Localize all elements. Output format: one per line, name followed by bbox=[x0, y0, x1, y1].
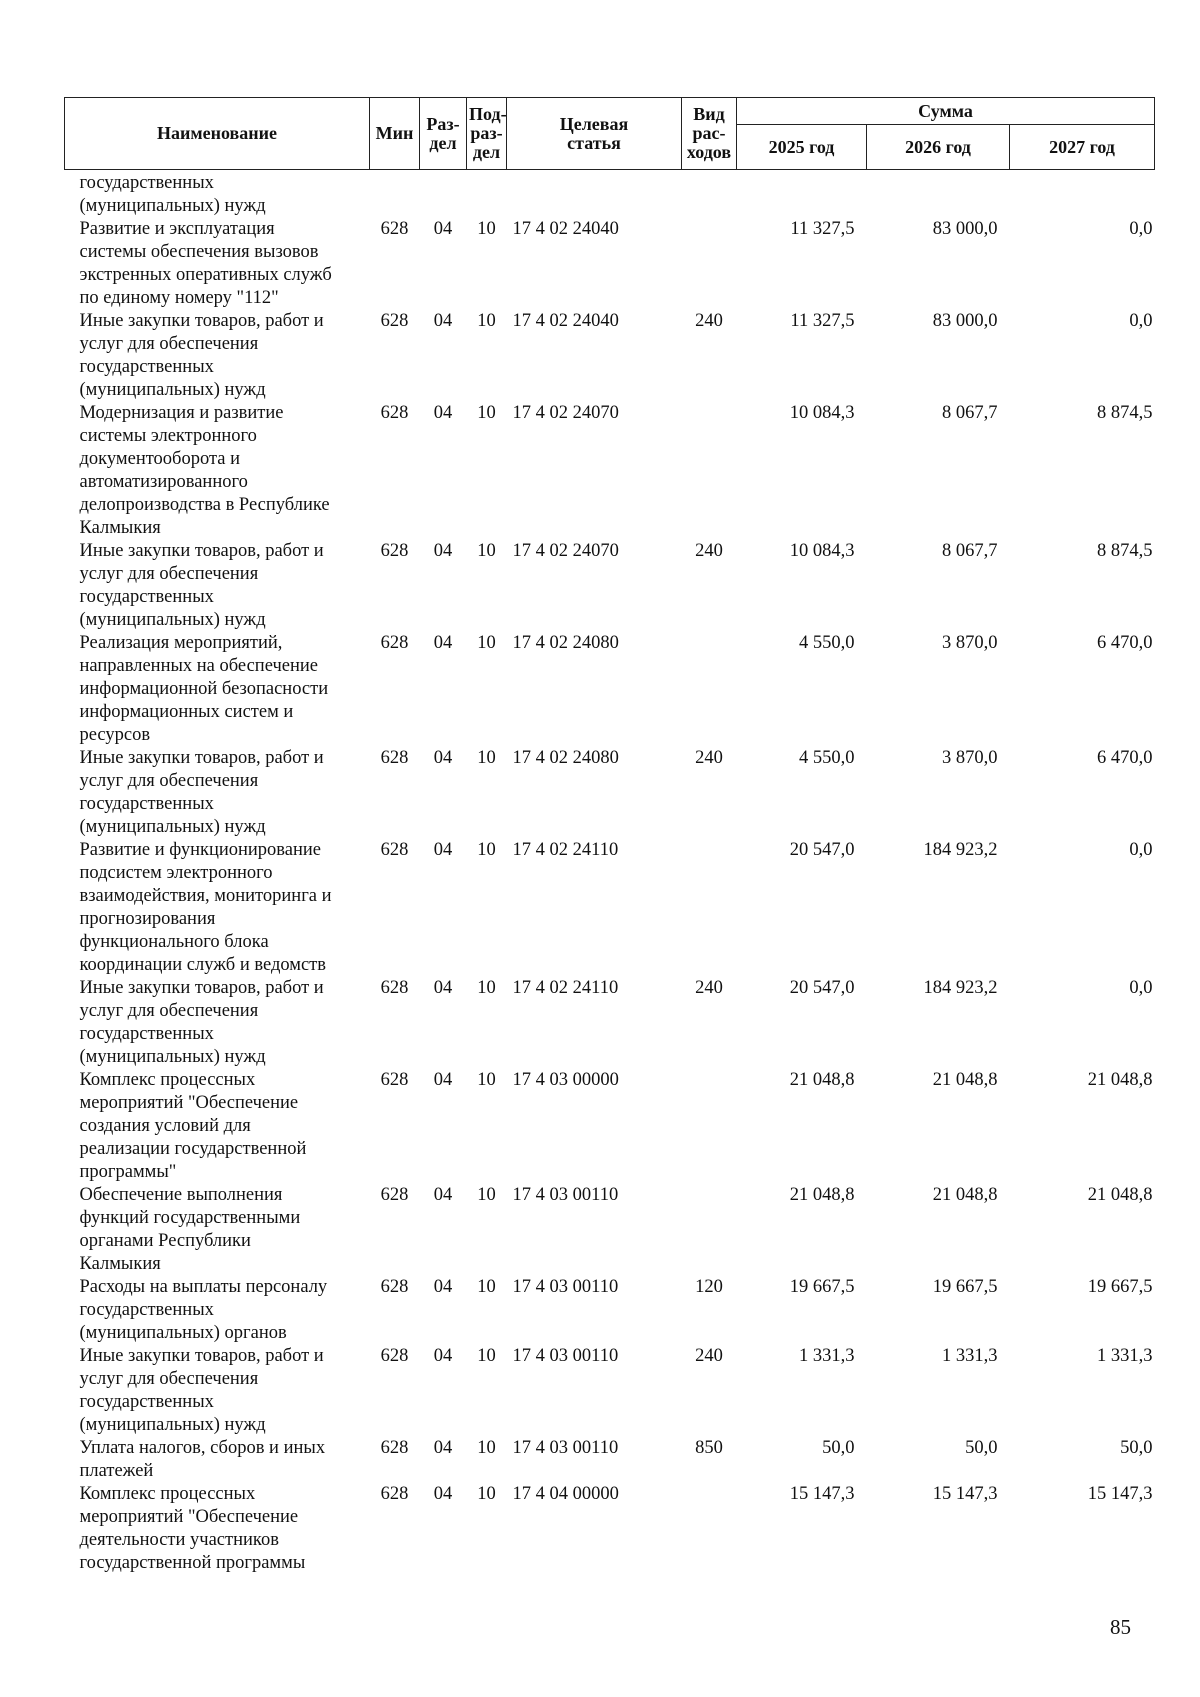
cell-sum-2027: 0,0 bbox=[1129, 311, 1153, 331]
table-row bbox=[65, 1069, 1155, 1184]
cell-celevaya-statya: 17 4 02 24040 bbox=[512, 311, 619, 331]
table-row bbox=[65, 747, 1155, 839]
cell-sum-2025: 21 048,8 bbox=[789, 1070, 855, 1090]
cell-name: Обеспечение выполнения функций государственными органами Республики Калмыкия bbox=[79, 1185, 301, 1274]
cell-podrazdel: 10 bbox=[477, 633, 496, 653]
cell-celevaya-statya: 17 4 02 24070 bbox=[512, 403, 619, 423]
cell-sum-2026: 21 048,8 bbox=[932, 1185, 998, 1205]
budget-table bbox=[64, 97, 1155, 1575]
cell-sum-2027: 6 470,0 bbox=[1097, 633, 1153, 653]
cell-name: Иные закупки товаров, работ и услуг для обеспечения государственных (муниципальных) нужд bbox=[79, 311, 324, 400]
cell-razdel: 04 bbox=[433, 633, 453, 653]
cell-vid-rashodov bbox=[682, 218, 737, 310]
cell-sum-2025: 20 547,0 bbox=[789, 978, 855, 998]
cell-sum-2025: 15 147,3 bbox=[789, 1484, 855, 1504]
cell-min: 628 bbox=[380, 748, 409, 768]
cell-podrazdel: 10 bbox=[477, 403, 496, 423]
cell-vid-rashodov bbox=[682, 632, 737, 747]
header-celevaya: Целевая статья bbox=[507, 98, 682, 170]
cell-vid-rashodov bbox=[682, 402, 737, 540]
cell-name: Иные закупки товаров, работ и услуг для обеспечения государственных (муниципальных) нужд bbox=[79, 978, 324, 1067]
table-row bbox=[65, 1483, 1155, 1575]
cell-celevaya-statya: 17 4 02 24040 bbox=[512, 219, 619, 239]
cell-vid-rashodov: 240 bbox=[695, 978, 723, 998]
cell-podrazdel: 10 bbox=[477, 1070, 496, 1090]
cell-sum-2027: 8 874,5 bbox=[1097, 541, 1153, 561]
cell-sum-2027: 50,0 bbox=[1120, 1438, 1153, 1458]
cell-celevaya-statya: 17 4 03 00110 bbox=[512, 1346, 619, 1366]
cell-razdel: 04 bbox=[433, 1346, 453, 1366]
cell-sum-2026 bbox=[867, 170, 1010, 219]
cell-sum-2025: 11 327,5 bbox=[790, 311, 855, 331]
cell-razdel: 04 bbox=[433, 1484, 453, 1504]
cell-celevaya-statya: 17 4 04 00000 bbox=[512, 1484, 619, 1504]
table-body bbox=[65, 170, 1155, 1576]
cell-name: Иные закупки товаров, работ и услуг для обеспечения государственных (муниципальных) нужд bbox=[79, 748, 324, 837]
cell-name: Комплекс процессных мероприятий "Обеспечение деятельности участников государственной программы bbox=[79, 1484, 306, 1573]
table-row bbox=[65, 1437, 1155, 1483]
table-row bbox=[65, 1276, 1155, 1345]
cell-celevaya-statya: 17 4 02 24080 bbox=[512, 633, 619, 653]
cell-sum-2026: 83 000,0 bbox=[932, 311, 998, 331]
cell-vid-rashodov: 240 bbox=[695, 311, 723, 331]
table-row bbox=[65, 218, 1155, 310]
cell-sum-2026: 15 147,3 bbox=[932, 1484, 998, 1504]
cell-razdel: 04 bbox=[433, 840, 453, 860]
cell-podrazdel bbox=[467, 170, 507, 219]
cell-min: 628 bbox=[380, 1277, 409, 1297]
cell-sum-2026: 83 000,0 bbox=[932, 219, 998, 239]
cell-min: 628 bbox=[380, 403, 409, 423]
cell-vid-rashodov: 240 bbox=[695, 748, 723, 768]
table-row bbox=[65, 540, 1155, 632]
cell-sum-2025: 21 048,8 bbox=[789, 1185, 855, 1205]
cell-sum-2025: 10 084,3 bbox=[789, 541, 855, 561]
cell-podrazdel: 10 bbox=[477, 748, 496, 768]
cell-podrazdel: 10 bbox=[477, 978, 496, 998]
cell-celevaya-statya bbox=[507, 170, 682, 219]
header-min: Мин bbox=[370, 98, 420, 170]
cell-name: Модернизация и развитие системы электронного документооборота и автоматизированного делопроизводства в Республике Калмыкия bbox=[79, 403, 330, 538]
table-row bbox=[65, 1184, 1155, 1276]
cell-razdel: 04 bbox=[433, 1070, 453, 1090]
cell-sum-2027: 0,0 bbox=[1129, 840, 1153, 860]
cell-name: Уплата налогов, сборов и иных платежей bbox=[79, 1438, 326, 1481]
cell-celevaya-statya: 17 4 03 00110 bbox=[512, 1277, 619, 1297]
cell-name: Иные закупки товаров, работ и услуг для обеспечения государственных (муниципальных) нужд bbox=[79, 1346, 324, 1435]
cell-min: 628 bbox=[380, 311, 409, 331]
table-row bbox=[65, 310, 1155, 402]
cell-razdel: 04 bbox=[433, 748, 453, 768]
cell-podrazdel: 10 bbox=[477, 840, 496, 860]
cell-sum-2026: 3 870,0 bbox=[942, 633, 998, 653]
cell-min: 628 bbox=[380, 633, 409, 653]
cell-celevaya-statya: 17 4 03 00000 bbox=[512, 1070, 619, 1090]
cell-sum-2026: 8 067,7 bbox=[942, 403, 998, 423]
table-row bbox=[65, 632, 1155, 747]
cell-sum-2026: 1 331,3 bbox=[942, 1346, 998, 1366]
cell-vid-rashodov: 240 bbox=[695, 541, 723, 561]
cell-sum-2027: 21 048,8 bbox=[1087, 1070, 1153, 1090]
cell-podrazdel: 10 bbox=[477, 219, 496, 239]
cell-sum-2027: 21 048,8 bbox=[1087, 1185, 1153, 1205]
cell-sum-2027: 15 147,3 bbox=[1087, 1484, 1153, 1504]
cell-vid-rashodov: 120 bbox=[695, 1277, 723, 1297]
cell-name: Комплекс процессных мероприятий "Обеспечение создания условий для реализации государственной программы" bbox=[79, 1070, 307, 1182]
cell-vid-rashodov: 240 bbox=[695, 1346, 723, 1366]
header-summa: Сумма bbox=[737, 98, 1155, 125]
cell-name: Иные закупки товаров, работ и услуг для обеспечения государственных (муниципальных) нужд bbox=[79, 541, 324, 630]
cell-podrazdel: 10 bbox=[477, 1438, 496, 1458]
cell-sum-2026: 184 923,2 bbox=[923, 840, 998, 860]
cell-vid-rashodov bbox=[682, 1069, 737, 1184]
cell-min: 628 bbox=[380, 1070, 409, 1090]
header-name: Наименование bbox=[65, 98, 370, 170]
cell-razdel: 04 bbox=[433, 1438, 453, 1458]
header-year-2026: 2026 год bbox=[867, 125, 1010, 170]
cell-vid-rashodov bbox=[682, 1184, 737, 1276]
cell-name: Развитие и функционирование подсистем электронного взаимодействия, мониторинга и прогнозирования функционального блока координации служб и ведомств bbox=[79, 840, 332, 975]
cell-sum-2025: 19 667,5 bbox=[789, 1277, 855, 1297]
cell-vid-rashodov bbox=[682, 170, 737, 219]
header-razdel: Раз- дел bbox=[420, 98, 467, 170]
cell-min: 628 bbox=[380, 1484, 409, 1504]
cell-podrazdel: 10 bbox=[477, 541, 496, 561]
header-vid: Вид рас- ходов bbox=[682, 98, 737, 170]
cell-razdel: 04 bbox=[433, 1185, 453, 1205]
cell-sum-2025: 1 331,3 bbox=[799, 1346, 855, 1366]
cell-sum-2026: 184 923,2 bbox=[923, 978, 998, 998]
cell-razdel: 04 bbox=[433, 1277, 453, 1297]
cell-min: 628 bbox=[380, 541, 409, 561]
cell-name: Расходы на выплаты персоналу государственных (муниципальных) органов bbox=[79, 1277, 328, 1343]
table-row bbox=[65, 1345, 1155, 1437]
cell-celevaya-statya: 17 4 02 24110 bbox=[512, 978, 619, 998]
cell-podrazdel: 10 bbox=[477, 1484, 496, 1504]
cell-name: государственных (муниципальных) нужд bbox=[79, 173, 266, 216]
cell-sum-2027: 6 470,0 bbox=[1097, 748, 1153, 768]
cell-sum-2026: 19 667,5 bbox=[932, 1277, 998, 1297]
cell-sum-2027: 0,0 bbox=[1129, 219, 1153, 239]
cell-sum-2025: 11 327,5 bbox=[790, 219, 855, 239]
cell-sum-2025: 50,0 bbox=[822, 1438, 855, 1458]
cell-name: Развитие и эксплуатация системы обеспечения вызовов экстренных оперативных служб по единому номеру "112" bbox=[79, 219, 332, 308]
cell-podrazdel: 10 bbox=[477, 1185, 496, 1205]
cell-razdel: 04 bbox=[433, 978, 453, 998]
cell-podrazdel: 10 bbox=[477, 311, 496, 331]
cell-celevaya-statya: 17 4 02 24110 bbox=[512, 840, 619, 860]
cell-sum-2027: 0,0 bbox=[1129, 978, 1153, 998]
cell-vid-rashodov bbox=[682, 839, 737, 977]
cell-podrazdel: 10 bbox=[477, 1346, 496, 1366]
page-number: 85 bbox=[1110, 1615, 1131, 1639]
cell-min: 628 bbox=[380, 1185, 409, 1205]
cell-sum-2027 bbox=[1010, 170, 1155, 219]
cell-razdel: 04 bbox=[433, 541, 453, 561]
cell-sum-2025: 4 550,0 bbox=[799, 748, 855, 768]
cell-min bbox=[370, 170, 420, 219]
cell-sum-2025: 4 550,0 bbox=[799, 633, 855, 653]
cell-sum-2026: 21 048,8 bbox=[932, 1070, 998, 1090]
table-row bbox=[65, 977, 1155, 1069]
cell-celevaya-statya: 17 4 02 24070 bbox=[512, 541, 619, 561]
header-year-2027: 2027 год bbox=[1010, 125, 1155, 170]
cell-min: 628 bbox=[380, 840, 409, 860]
cell-sum-2026: 50,0 bbox=[965, 1438, 998, 1458]
cell-sum-2026: 8 067,7 bbox=[942, 541, 998, 561]
cell-celevaya-statya: 17 4 03 00110 bbox=[512, 1438, 619, 1458]
cell-razdel: 04 bbox=[433, 403, 453, 423]
cell-vid-rashodov bbox=[682, 1483, 737, 1575]
cell-celevaya-statya: 17 4 03 00110 bbox=[512, 1185, 619, 1205]
cell-sum-2025 bbox=[737, 170, 867, 219]
cell-sum-2026: 3 870,0 bbox=[942, 748, 998, 768]
cell-celevaya-statya: 17 4 02 24080 bbox=[512, 748, 619, 768]
cell-sum-2027: 19 667,5 bbox=[1087, 1277, 1153, 1297]
cell-sum-2025: 20 547,0 bbox=[789, 840, 855, 860]
cell-sum-2025: 10 084,3 bbox=[789, 403, 855, 423]
header-podrazdel: Под- раз- дел bbox=[467, 98, 507, 170]
cell-min: 628 bbox=[380, 978, 409, 998]
cell-sum-2027: 8 874,5 bbox=[1097, 403, 1153, 423]
cell-razdel: 04 bbox=[433, 219, 453, 239]
cell-min: 628 bbox=[380, 1438, 409, 1458]
cell-razdel bbox=[420, 170, 467, 219]
cell-min: 628 bbox=[380, 1346, 409, 1366]
table-row bbox=[65, 839, 1155, 977]
cell-name: Реализация мероприятий, направленных на обеспечение информационной безопасности информационных систем и ресурсов bbox=[79, 633, 329, 745]
cell-min: 628 bbox=[380, 219, 409, 239]
cell-vid-rashodov: 850 bbox=[695, 1438, 723, 1458]
table-row bbox=[65, 170, 1155, 219]
cell-sum-2027: 1 331,3 bbox=[1097, 1346, 1153, 1366]
header-year-2025: 2025 год bbox=[737, 125, 867, 170]
table-header bbox=[65, 98, 1155, 170]
cell-podrazdel: 10 bbox=[477, 1277, 496, 1297]
table-row bbox=[65, 402, 1155, 540]
cell-razdel: 04 bbox=[433, 311, 453, 331]
